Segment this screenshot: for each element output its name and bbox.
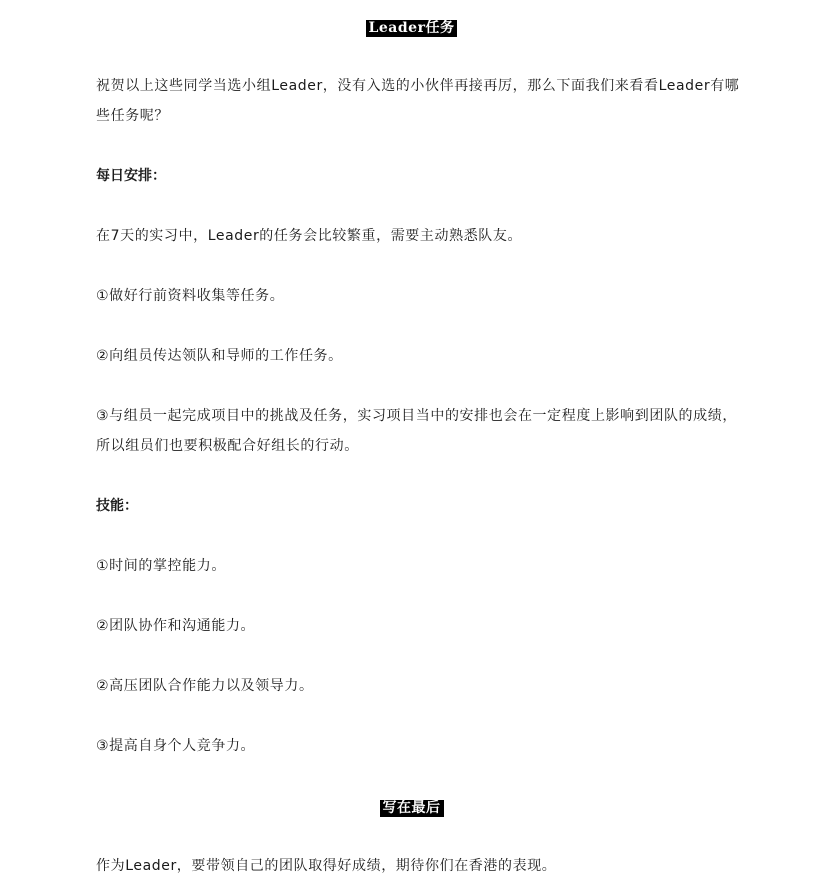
skills-heading: 技能： — [96, 498, 138, 514]
daily-description: 在7天的实习中，Leader的任务会比较繁重，需要主动熟悉队友。 — [96, 228, 523, 244]
section-title-leader-tasks: Leader任务 — [366, 20, 458, 37]
skill-item: ②团队协作和沟通能力。 — [96, 618, 256, 634]
daily-heading: 每日安排： — [96, 168, 166, 184]
daily-item: ②向组员传达领队和导师的工作任务。 — [96, 348, 343, 364]
closing-title-wrap — [0, 797, 823, 817]
skill-item: ①时间的掌控能力。 — [96, 558, 226, 574]
intro-paragraph: 祝贺以上这些同学当选小组Leader，没有入选的小伙伴再接再厉，那么下面我们来看看Leader有哪些任务呢？ — [96, 78, 740, 124]
daily-item: ①做好行前资料收集等任务。 — [96, 288, 285, 304]
section-title-closing: 写在最后 — [380, 800, 444, 817]
skill-item: ②高压团队合作能力以及领导力。 — [96, 678, 314, 694]
daily-item: ③与组员一起完成项目中的挑战及任务，实习项目当中的安排也会在一定程度上影响到团队的成绩，所以组员们也要积极配合好组长的行动。 — [96, 408, 737, 454]
skill-item: ③提高自身个人竞争力。 — [96, 738, 256, 754]
section-title-wrap — [0, 17, 823, 37]
closing-paragraph: 作为Leader，要带领自己的团队取得好成绩，期待你们在香港的表现。 — [96, 858, 557, 874]
